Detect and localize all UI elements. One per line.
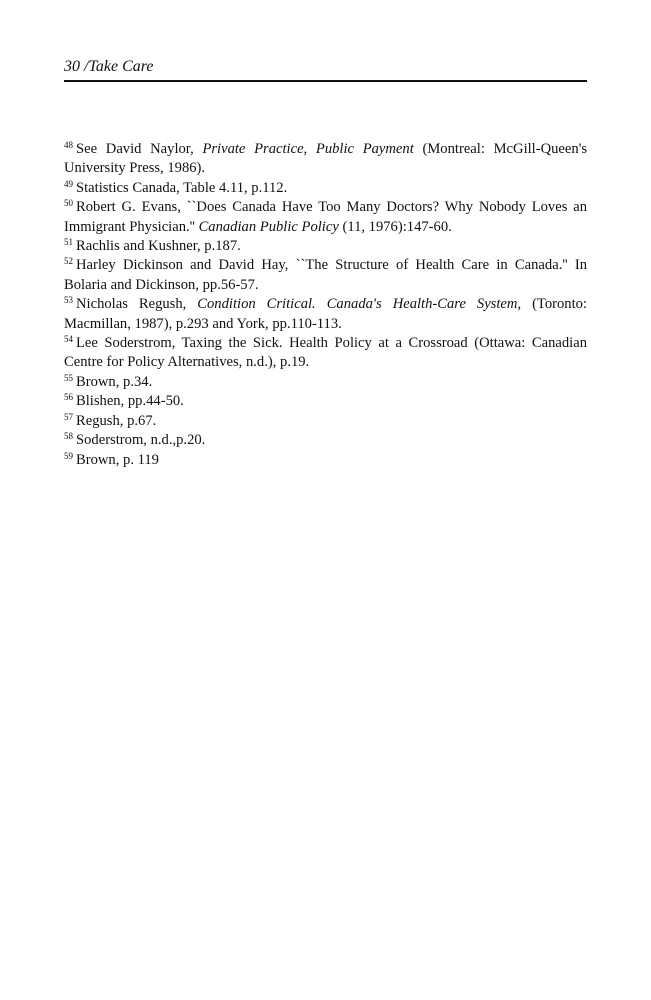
page-header	[64, 58, 587, 82]
endnote-text: Nicholas Regush,	[76, 296, 198, 313]
endnote	[64, 295, 587, 334]
endnote	[64, 431, 587, 450]
endnote-text: Brown, p.34.	[76, 373, 153, 390]
endnote	[64, 140, 587, 179]
endnote-number: 58	[64, 431, 73, 442]
endnote-number: 53	[64, 295, 73, 306]
endnote-number: 48	[64, 140, 73, 150]
endnote-number: 52	[64, 256, 73, 267]
endnote-title: Private Practice, Public Payment	[202, 141, 414, 157]
endnote-text: Harley Dickinson and David Hay, ``The Structure of Health Care in Canada.'' In Bolaria and Dickinson, pp.56-57.	[64, 257, 587, 293]
endnote-number: 54	[64, 334, 73, 345]
endnote-text-tail: (11, 1976):147-60.	[338, 218, 452, 235]
endnote-text: Brown, p. 119	[76, 451, 159, 468]
endnote-number: 56	[64, 392, 73, 403]
endnote-number: 55	[64, 372, 73, 383]
endnote	[64, 392, 587, 411]
endnote-text: Regush, p.67.	[76, 412, 157, 429]
endnote	[64, 237, 587, 256]
endnote-text-tail: , (Toronto: Macmillan, 1987), p.293 and York, pp.110-113.	[64, 296, 587, 332]
endnote	[64, 412, 587, 431]
endnote-text: Robert G. Evans, ``Does Canada Have Too Many Doctors? Why Nobody Loves an Immigrant Physician.''	[64, 199, 587, 235]
endnote-title: Canadian Public Policy	[198, 218, 339, 235]
endnote-text-tail: (Montreal: McGill-Queen's University Press, 1986).	[64, 141, 587, 177]
endnotes-list	[64, 140, 587, 470]
endnote-number: 49	[64, 178, 73, 189]
endnote-number: 50	[64, 198, 73, 209]
endnote-number: 57	[64, 411, 73, 422]
running-head: 30 /Take Care	[64, 58, 154, 75]
endnote	[64, 451, 587, 470]
endnote	[64, 334, 587, 373]
endnote	[64, 198, 587, 237]
endnote-text: Soderstrom, n.d.,p.20.	[76, 432, 206, 449]
endnote-text: Statistics Canada, Table 4.11, p.112.	[76, 179, 288, 196]
endnote-number: 51	[64, 237, 73, 248]
endnote-text: Lee Soderstrom, Taxing the Sick. Health Policy at a Crossroad (Ottawa: Canadian Centre for Policy Alternatives, n.d.), p.19.	[64, 335, 587, 371]
endnote	[64, 179, 587, 198]
endnote	[64, 256, 587, 295]
endnote-text: Rachlis and Kushner, p.187.	[76, 238, 241, 255]
endnote-number: 59	[64, 450, 73, 461]
endnote	[64, 373, 587, 392]
endnote-text: Blishen, pp.44-50.	[76, 393, 184, 410]
endnote-title: Condition Critical. Canada's Health-Care System	[197, 296, 518, 313]
endnote-text: See David Naylor,	[76, 141, 203, 157]
